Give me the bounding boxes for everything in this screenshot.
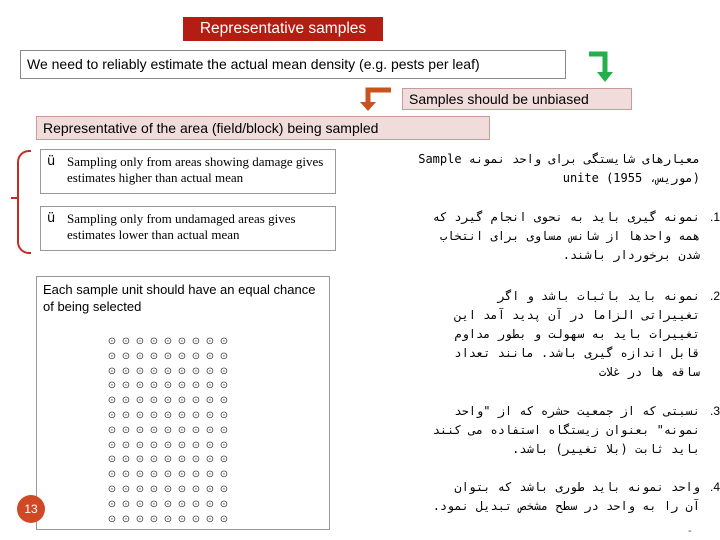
sample-unit-icon: ⊙ (149, 395, 159, 407)
sample-unit-icon: ⊙ (219, 350, 229, 362)
sample-unit-icon: ⊙ (149, 498, 159, 510)
sample-unit-icon: ⊙ (219, 498, 229, 510)
sample-unit-icon: ⊙ (121, 469, 131, 481)
area-statement-box: Representative of the area (field/block) being sampled (36, 116, 490, 140)
green-down-arrow-icon (585, 50, 615, 84)
sample-unit-icon: ⊙ (163, 439, 173, 451)
sample-unit-icon: ⊙ (163, 395, 173, 407)
equal-chance-box (36, 276, 330, 530)
sample-unit-icon: ⊙ (149, 513, 159, 525)
sample-unit-icon: ⊙ (135, 513, 145, 525)
sample-unit-icon: ⊙ (163, 483, 173, 495)
sample-unit-icon: ⊙ (149, 350, 159, 362)
sample-unit-icon: ⊙ (163, 454, 173, 466)
sample-unit-icon: ⊙ (135, 439, 145, 451)
undamaged-bullet-text: Sampling only from undamaged areas gives estimates lower than actual mean (67, 211, 296, 242)
sample-unit-icon: ⊙ (205, 409, 215, 421)
sample-unit-icon: ⊙ (219, 380, 229, 392)
sample-unit-icon: ⊙ (191, 395, 201, 407)
sample-unit-icon: ⊙ (191, 424, 201, 436)
point-line: تغییرات باید به سهولت و بطور مداوم (454, 327, 700, 341)
sample-unit-icon: ⊙ (177, 365, 187, 377)
sample-unit-icon: ⊙ (121, 439, 131, 451)
sample-unit-icon: ⊙ (191, 498, 201, 510)
sample-unit-icon: ⊙ (135, 424, 145, 436)
sample-unit-icon: ⊙ (121, 395, 131, 407)
sample-unit-icon: ⊙ (177, 424, 187, 436)
sample-unit-icon: ⊙ (205, 454, 215, 466)
point-1 (340, 208, 720, 265)
sample-unit-icon: ⊙ (149, 483, 159, 495)
sample-unit-icon: ⊙ (121, 380, 131, 392)
point-line: نمونه باید باثبات باشد و اگر (497, 289, 700, 303)
sample-unit-icon: ⊙ (163, 469, 173, 481)
sample-unit-icon: ⊙ (219, 395, 229, 407)
sample-unit-icon: ⊙ (205, 483, 215, 495)
sample-unit-icon: ⊙ (107, 380, 117, 392)
sample-unit-icon: ⊙ (205, 350, 215, 362)
right-heading-line1: معیارهای شایستگی برای واحد نمونه Sample (418, 152, 700, 166)
sample-unit-icon: ⊙ (135, 395, 145, 407)
sample-unit-icon: ⊙ (107, 454, 117, 466)
sample-unit-icon: ⊙ (135, 469, 145, 481)
sample-unit-icon: ⊙ (177, 336, 187, 347)
sample-unit-icon: ⊙ (121, 409, 131, 421)
sample-unit-icon: ⊙ (149, 439, 159, 451)
point-number: 4. (709, 480, 720, 494)
sample-unit-icon: ⊙ (219, 439, 229, 451)
sample-unit-icon: ⊙ (149, 365, 159, 377)
slide-title: Representative samples (183, 17, 383, 41)
sample-unit-icon: ⊙ (177, 439, 187, 451)
sample-unit-icon: ⊙ (191, 380, 201, 392)
sample-unit-icon: ⊙ (191, 365, 201, 377)
check-icon: ü (47, 154, 56, 169)
sample-unit-icon: ⊙ (163, 336, 173, 347)
sample-unit-icon: ⊙ (205, 513, 215, 525)
check-icon: ü (47, 211, 56, 226)
sample-unit-icon: ⊙ (163, 409, 173, 421)
sample-unit-icon: ⊙ (177, 350, 187, 362)
sample-unit-icon: ⊙ (205, 395, 215, 407)
sample-unit-icon: ⊙ (219, 454, 229, 466)
sample-unit-icon: ⊙ (107, 409, 117, 421)
sample-unit-icon: ⊙ (163, 350, 173, 362)
sample-unit-icon: ⊙ (163, 365, 173, 377)
sample-unit-icon: ⊙ (135, 380, 145, 392)
sample-unit-icon: ⊙ (121, 498, 131, 510)
point-4 (340, 478, 720, 516)
sample-unit-icon: ⊙ (177, 454, 187, 466)
damage-bullet-box (40, 149, 336, 194)
sample-unit-icon: ⊙ (135, 409, 145, 421)
sample-unit-grid (105, 335, 231, 527)
point-number: 1. (709, 210, 720, 224)
sample-unit-icon: ⊙ (219, 424, 229, 436)
sample-unit-icon: ⊙ (121, 365, 131, 377)
sample-unit-icon: ⊙ (149, 454, 159, 466)
sample-unit-icon: ⊙ (107, 498, 117, 510)
sample-unit-icon: ⊙ (205, 469, 215, 481)
sample-unit-icon: ⊙ (191, 350, 201, 362)
brace-tip (11, 197, 19, 205)
brace-icon (17, 150, 31, 254)
sample-unit-icon: ⊙ (191, 409, 201, 421)
point-line: نمونه" بعنوان زیستگاه استفاده می کنند (432, 423, 700, 437)
point-line: شدن برخوردار باشند. (562, 248, 700, 262)
unbiased-box: Samples should be unbiased (402, 88, 632, 110)
point-line: نسبتی که از جمعیت حشره که از "واحد (454, 404, 700, 418)
sample-unit-icon: ⊙ (149, 469, 159, 481)
sample-unit-icon: ⊙ (205, 498, 215, 510)
sample-unit-icon: ⊙ (149, 380, 159, 392)
sample-unit-icon: ⊙ (163, 498, 173, 510)
sample-unit-icon: ⊙ (107, 513, 117, 525)
undamaged-bullet-box (40, 206, 336, 251)
sample-unit-icon: ⊙ (107, 469, 117, 481)
sample-unit-icon: ⊙ (163, 380, 173, 392)
sample-unit-icon: ⊙ (135, 454, 145, 466)
sample-unit-icon: ⊙ (177, 395, 187, 407)
point-line: ساقه ها در غلات (598, 365, 700, 379)
sample-unit-icon: ⊙ (163, 424, 173, 436)
point-line: واحد نمونه باید طوری باشد که بتوان (454, 480, 700, 494)
point-2 (340, 287, 720, 382)
sample-unit-icon: ⊙ (107, 350, 117, 362)
point-line: قابل اندازه گیری باشد. مانند تعداد (454, 346, 700, 360)
sample-unit-icon: ⊙ (205, 424, 215, 436)
point-number: 3. (709, 404, 720, 418)
sample-unit-icon: ⊙ (205, 365, 215, 377)
sample-unit-icon: ⊙ (191, 469, 201, 481)
sample-unit-icon: ⊙ (191, 513, 201, 525)
sample-unit-icon: ⊙ (149, 409, 159, 421)
point-line: نمونه گیری باید به نحوی انجام گیرد که (432, 210, 700, 224)
sample-unit-icon: ⊙ (149, 424, 159, 436)
sample-unit-icon: ⊙ (135, 483, 145, 495)
sample-unit-icon: ⊙ (135, 498, 145, 510)
damage-bullet-text: Sampling only from areas showing damage gives estimates higher than actual mean (67, 154, 324, 185)
sample-unit-icon: ⊙ (219, 469, 229, 481)
sample-unit-icon: ⊙ (121, 336, 131, 347)
sample-unit-icon: ⊙ (107, 439, 117, 451)
sample-unit-icon: ⊙ (205, 380, 215, 392)
right-heading (340, 150, 700, 188)
sample-unit-icon: ⊙ (163, 513, 173, 525)
sample-unit-icon: ⊙ (219, 336, 229, 347)
point-number: 2. (709, 289, 720, 303)
corner-mark: - (688, 525, 692, 537)
sample-unit-icon: ⊙ (177, 513, 187, 525)
equal-chance-text: Each sample unit should have an equal chance of being selected (43, 282, 316, 314)
sample-unit-icon: ⊙ (121, 513, 131, 525)
sample-unit-icon: ⊙ (121, 454, 131, 466)
sample-unit-icon: ⊙ (191, 439, 201, 451)
sample-unit-icon: ⊙ (219, 483, 229, 495)
right-heading-line2: (موریس، 1955) unite (562, 171, 700, 185)
sample-unit-icon: ⊙ (135, 365, 145, 377)
sample-unit-icon: ⊙ (177, 469, 187, 481)
sample-unit-icon: ⊙ (177, 380, 187, 392)
page-number-badge: 13 (17, 495, 45, 523)
sample-unit-icon: ⊙ (177, 409, 187, 421)
sample-unit-icon: ⊙ (121, 350, 131, 362)
sample-unit-icon: ⊙ (191, 483, 201, 495)
point-line: باید ثابت (بلا تغییر) باشد. (512, 442, 700, 456)
sample-unit-icon: ⊙ (107, 483, 117, 495)
sample-unit-icon: ⊙ (219, 409, 229, 421)
sample-unit-icon: ⊙ (107, 336, 117, 347)
mean-statement-box: We need to reliably estimate the actual mean density (e.g. pests per leaf) (20, 50, 566, 79)
sample-unit-icon: ⊙ (205, 336, 215, 347)
sample-unit-icon: ⊙ (191, 336, 201, 347)
sample-unit-icon: ⊙ (205, 439, 215, 451)
sample-unit-icon: ⊙ (107, 424, 117, 436)
sample-unit-icon: ⊙ (135, 336, 145, 347)
point-line: تغییراتی الزاما در آن پدید آمد این (454, 308, 700, 322)
sample-unit-icon: ⊙ (107, 365, 117, 377)
sample-unit-icon: ⊙ (177, 483, 187, 495)
point-line: آن را به واحد در سطح مشخص تبدیل نمود. (432, 499, 700, 513)
sample-unit-icon: ⊙ (219, 365, 229, 377)
sample-unit-icon: ⊙ (121, 424, 131, 436)
sample-unit-icon: ⊙ (135, 350, 145, 362)
sample-unit-icon: ⊙ (191, 454, 201, 466)
sample-unit-icon: ⊙ (121, 483, 131, 495)
point-line: همه واحدها از شانس مساوی برای انتخاب (439, 229, 700, 243)
orange-down-arrow-icon (358, 86, 394, 112)
sample-unit-icon: ⊙ (107, 395, 117, 407)
sample-unit-icon: ⊙ (177, 498, 187, 510)
sample-unit-icon: ⊙ (219, 513, 229, 525)
point-3 (340, 402, 720, 459)
sample-unit-icon: ⊙ (149, 336, 159, 347)
